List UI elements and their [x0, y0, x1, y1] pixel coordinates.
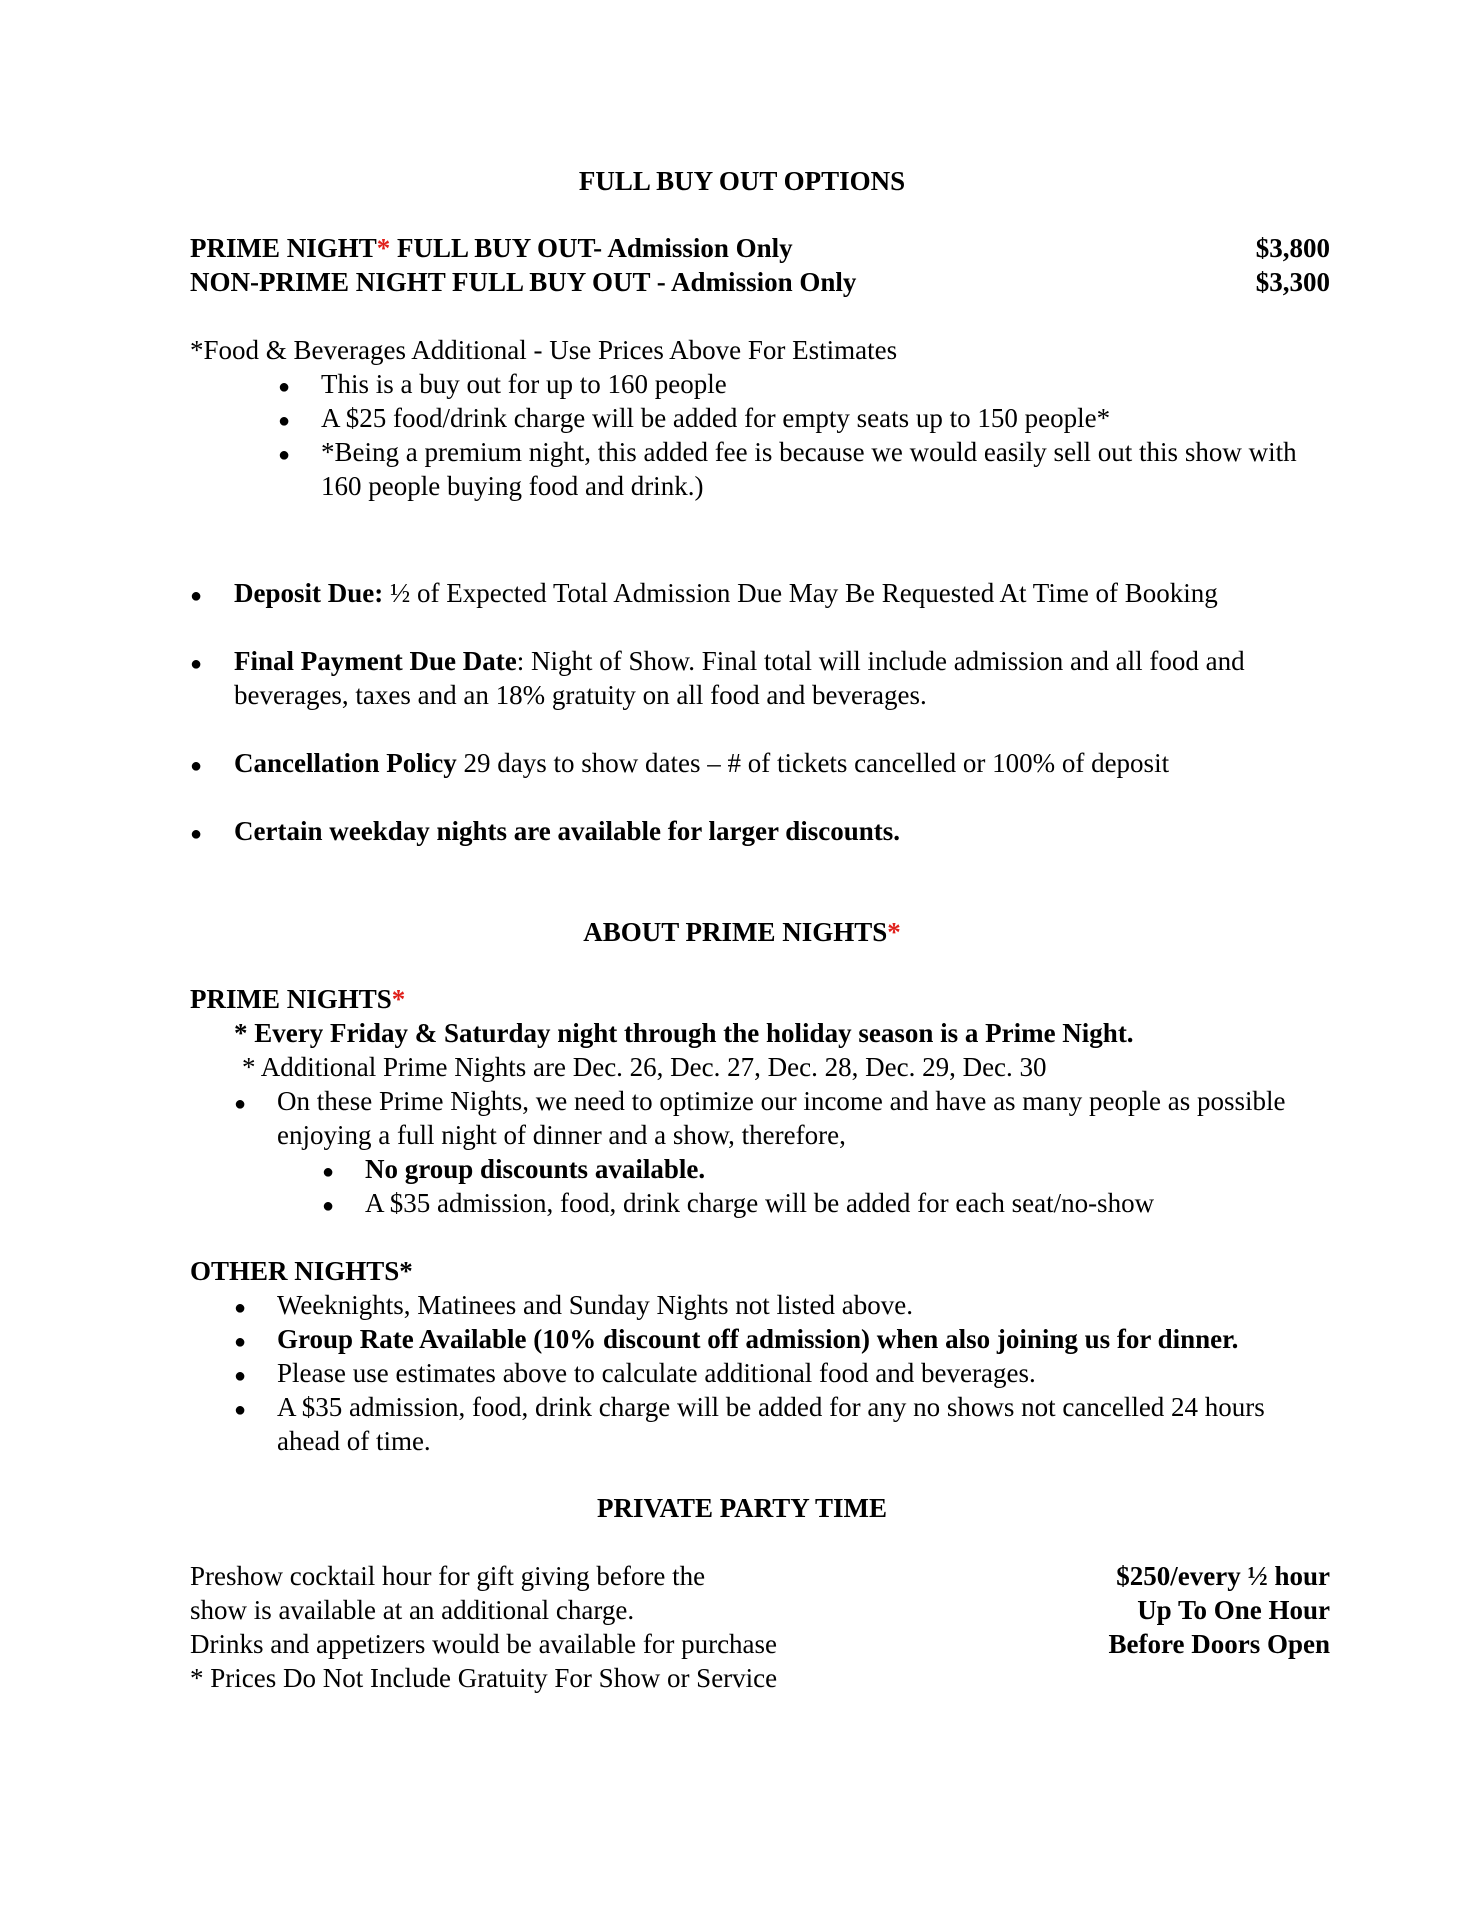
bullet-icon: ● — [234, 1093, 247, 1115]
other-nights-estimates: Please use estimates above to calculate additional food and beverages. — [277, 1358, 1036, 1388]
about-prime-nights-heading — [0, 915, 1484, 949]
prime-night-text: PRIME NIGHT — [190, 233, 377, 263]
no-group-discounts: No group discounts available. — [365, 1154, 706, 1184]
final-payment-line — [234, 644, 1344, 712]
bullet-icon: ● — [234, 1331, 247, 1353]
final-payment-text: : Night of Show. Final total will include admission and all food and beverages, taxes and an 18% gratuity on all food and beverages. — [234, 646, 1245, 710]
private-party-rate: $250/every ½ hour — [1116, 1561, 1330, 1591]
bullet-icon: ● — [278, 376, 291, 398]
cancellation-policy-line — [234, 746, 1169, 780]
buyout-bullet-empty-seats: A $25 food/drink charge will be added for empty seats up to 150 people* — [321, 403, 1111, 433]
weekday-discounts-note: Certain weekday nights are available for larger discounts. — [234, 816, 900, 846]
private-party-timing: Before Doors Open — [1108, 1629, 1330, 1659]
full-buyout-heading: FULL BUY OUT OPTIONS — [578, 166, 906, 196]
private-party-line-3: Drinks and appetizers would be available for purchase — [190, 1629, 778, 1659]
deposit-due-line — [234, 576, 1218, 610]
prime-nights-friday-saturday: * Every Friday & Saturday night through the holiday season is a Prime Night. — [234, 1018, 1134, 1048]
bullet-icon: ● — [322, 1195, 335, 1217]
private-party-line-2: show is available at an additional charge. — [190, 1595, 635, 1625]
private-party-heading: PRIVATE PARTY TIME — [596, 1493, 888, 1523]
cancellation-policy-label: Cancellation Policy — [234, 748, 457, 778]
bullet-icon: ● — [190, 755, 203, 777]
bullet-icon: ● — [190, 585, 203, 607]
bullet-icon: ● — [190, 823, 203, 845]
buyout-bullet-capacity: This is a buy out for up to 160 people — [321, 369, 727, 399]
private-party-gratuity-note: * Prices Do Not Include Gratuity For Show or Service — [190, 1663, 778, 1693]
food-beverage-note: *Food & Beverages Additional - Use Prices Above For Estimates — [190, 335, 898, 365]
other-nights-weeknights: Weeknights, Matinees and Sunday Nights not listed above. — [277, 1290, 913, 1320]
prime-asterisk: * — [376, 233, 391, 263]
prime-nights-additional-dates: * Additional Prime Nights are Dec. 26, Dec. 27, Dec. 28, Dec. 29, Dec. 30 — [242, 1052, 1047, 1082]
prime-nights-text: PRIME NIGHTS — [190, 984, 392, 1014]
prime-night-price: $3,800 — [1255, 233, 1330, 263]
prime-nights-heading — [190, 982, 405, 1016]
prime-buyout-text: FULL BUY OUT- Admission Only — [390, 233, 793, 263]
about-prime-nights-text: ABOUT PRIME NIGHTS — [583, 917, 888, 947]
prime-nights-optimize-note: On these Prime Nights, we need to optimize our income and have as many people as possible enjoying a full night of dinner and a show, therefore, — [277, 1086, 1286, 1150]
prime-night-buyout-label — [190, 231, 793, 265]
deposit-due-text: ½ of Expected Total Admission Due May Be Requested At Time of Booking — [383, 578, 1218, 608]
bullet-icon: ● — [322, 1161, 335, 1183]
bullet-icon: ● — [278, 410, 291, 432]
prime-no-show-charge: A $35 admission, food, drink charge will be added for each seat/no-show — [365, 1188, 1155, 1218]
bullet-icon: ● — [234, 1297, 247, 1319]
other-nights-heading: OTHER NIGHTS* — [190, 1256, 413, 1286]
buyout-bullet-premium-note: *Being a premium night, this added fee is because we would easily sell out this show with 160 people buying food and drink.) — [321, 437, 1297, 501]
bullet-icon: ● — [234, 1399, 247, 1421]
private-party-line-1: Preshow cocktail hour for gift giving before the — [190, 1561, 706, 1591]
deposit-due-label: Deposit Due: — [234, 578, 384, 608]
cancellation-policy-text: 29 days to show dates – # of tickets cancelled or 100% of deposit — [456, 748, 1170, 778]
non-prime-night-buyout-label: NON-PRIME NIGHT FULL BUY OUT - Admission Only — [190, 267, 857, 297]
private-party-duration: Up To One Hour — [1137, 1595, 1330, 1625]
bullet-icon: ● — [234, 1365, 247, 1387]
bullet-icon: ● — [190, 653, 203, 675]
other-nights-group-rate: Group Rate Available (10% discount off admission) when also joining us for dinner. — [277, 1324, 1239, 1354]
about-prime-asterisk: * — [887, 917, 901, 947]
prime-nights-asterisk: * — [391, 984, 406, 1014]
other-nights-no-show-charge: A $35 admission, food, drink charge will be added for any no shows not cancelled 24 hours ahead of time. — [277, 1392, 1265, 1456]
non-prime-night-price: $3,300 — [1255, 267, 1330, 297]
final-payment-label: Final Payment Due Date — [234, 646, 517, 676]
bullet-icon: ● — [278, 444, 291, 466]
